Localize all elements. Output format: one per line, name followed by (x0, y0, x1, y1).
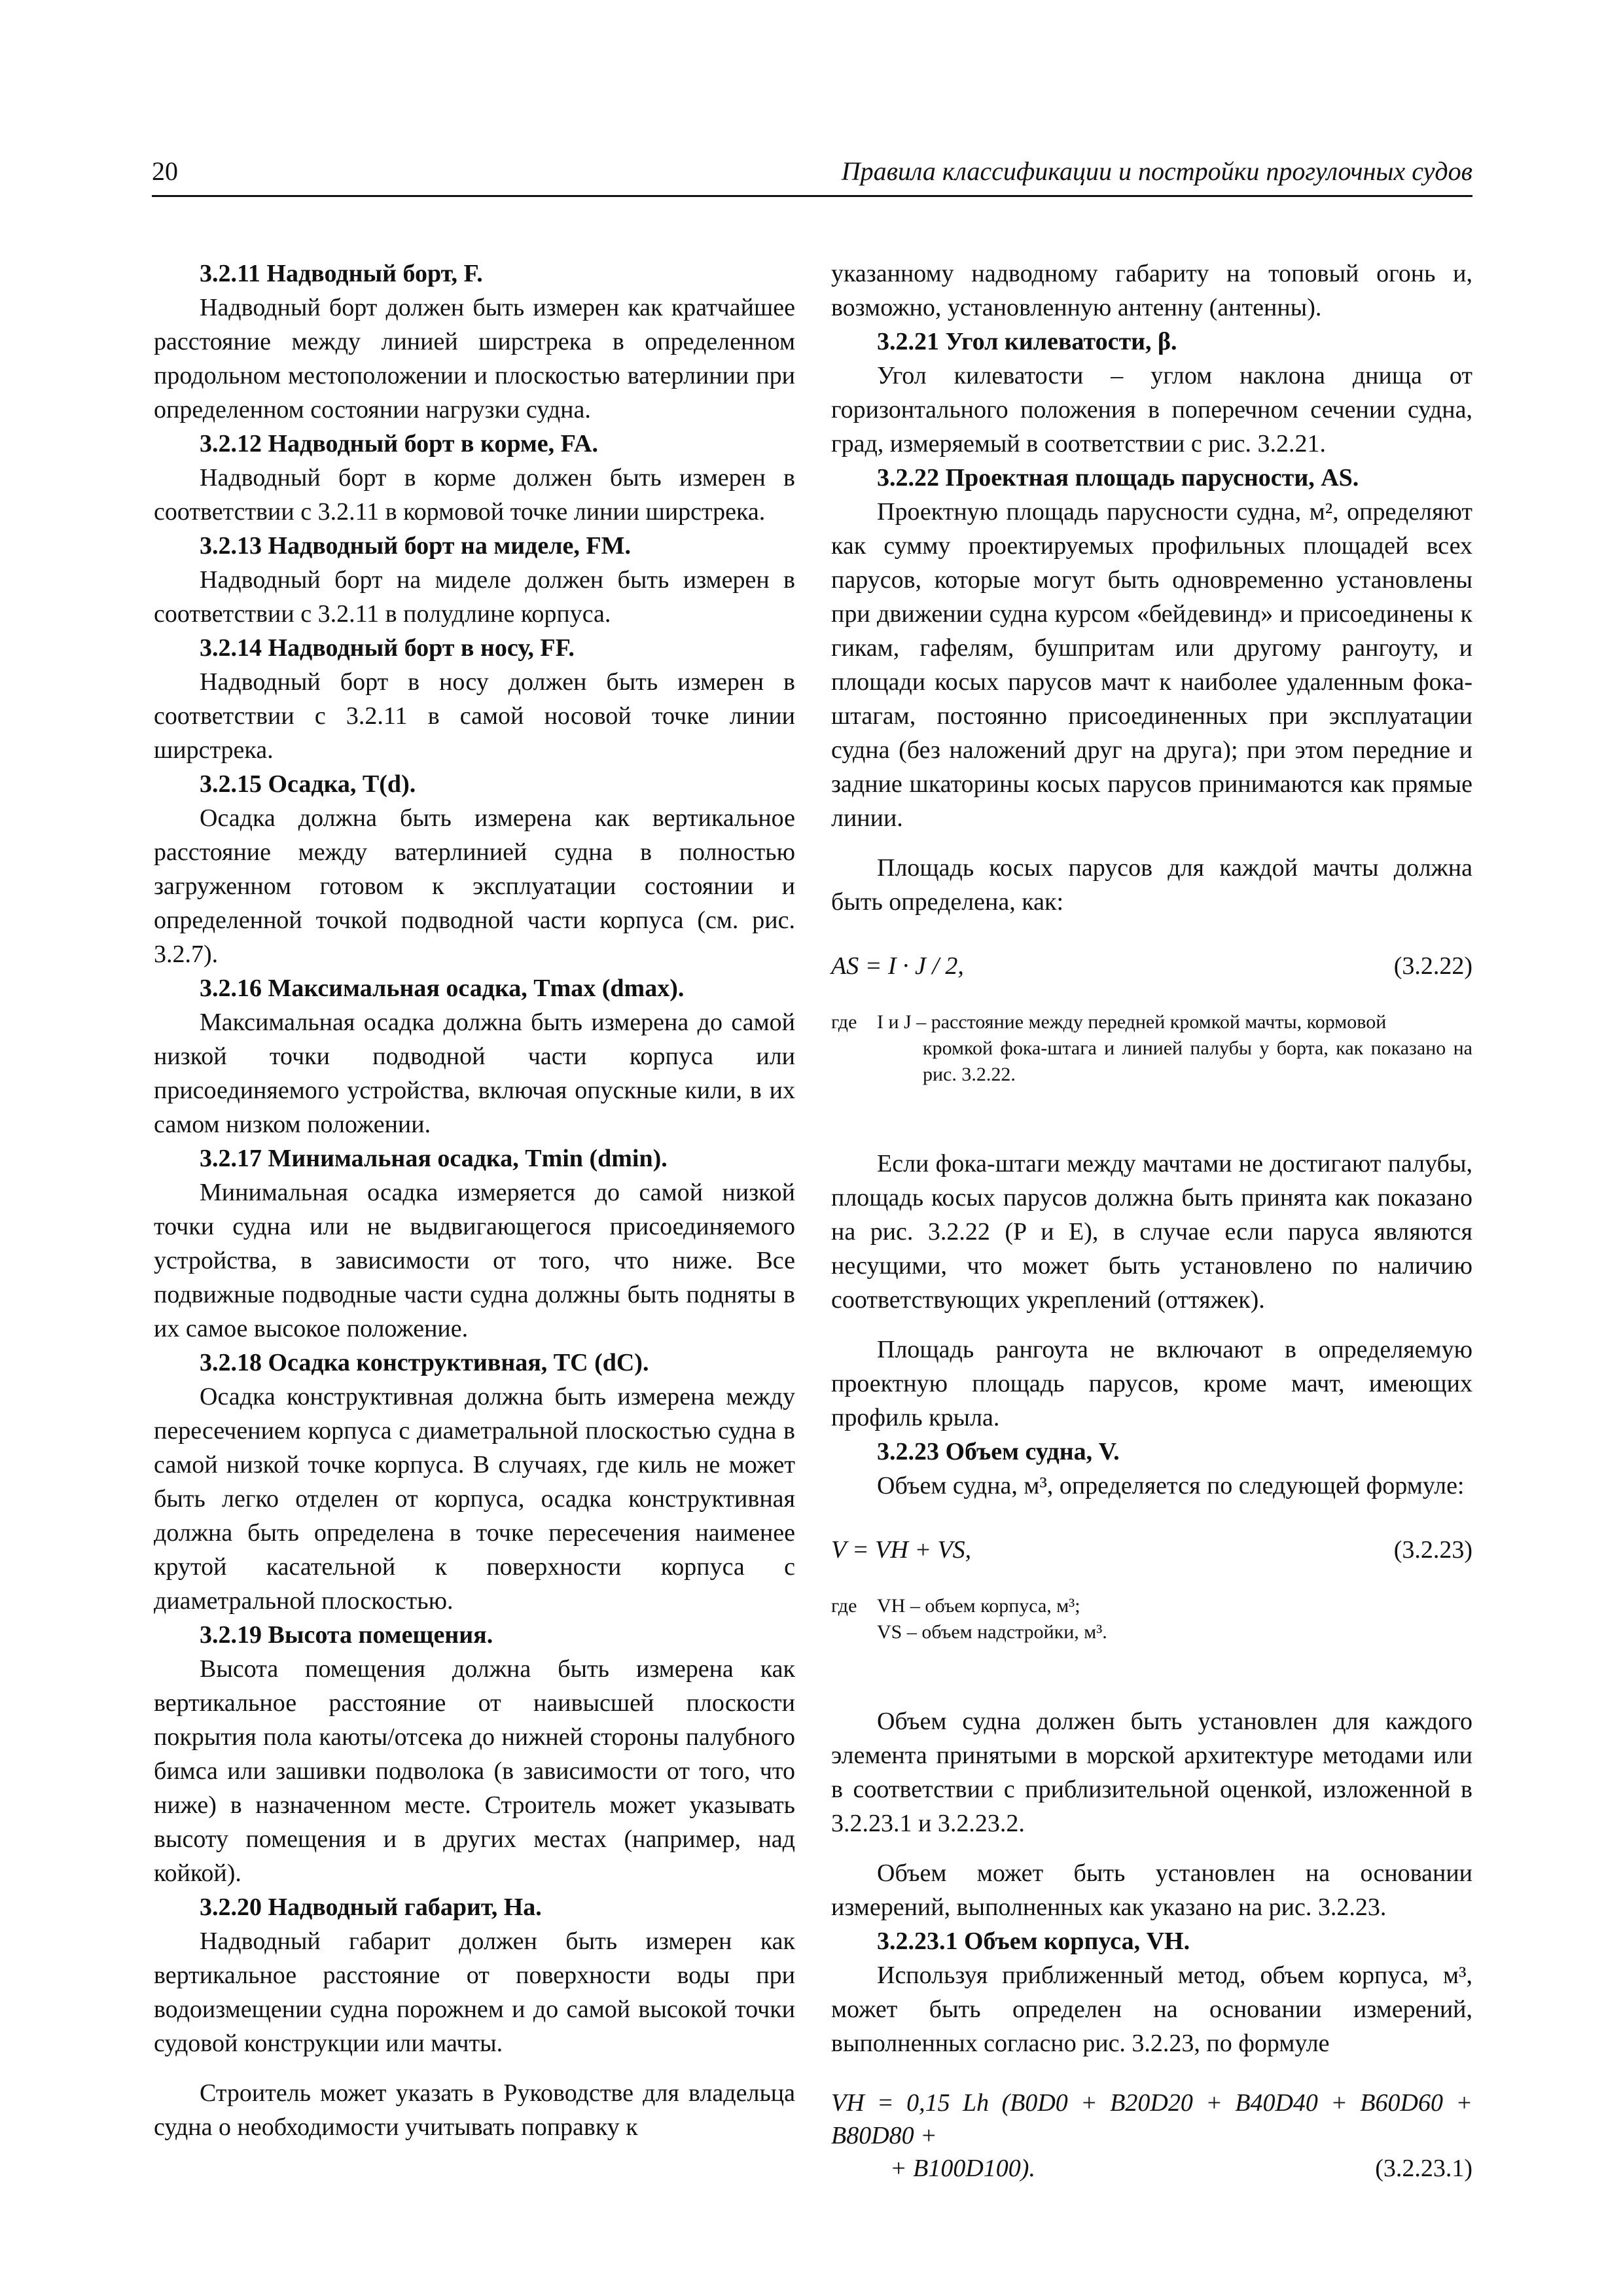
paragraph: Минимальная осадка измеряется до самой низкой точки судна или не выдвигающегося присоединяемого устройства, в зависимости от того, что ниже. Все подвижные подводные части судна должны быть подняты в их самое высокое положение. (154, 1179, 795, 1342)
section-heading: 3.2.16 Максимальная осадка, Tmax (dmax). (200, 975, 685, 1002)
section-heading: 3.2.19 Высота помещения. (200, 1621, 493, 1649)
paragraph: Угол килеватости – углом наклона днища от горизонтального положения в поперечном сечении судна, град, измеряемый в соответствии с рис. 3.2.21. (831, 362, 1472, 457)
formula-number: (3.2.22) (1393, 952, 1472, 980)
section-heading: 3.2.11 Надводный борт, F. (200, 260, 483, 287)
section-heading: 3.2.21 Угол килеватости, β. (877, 328, 1177, 355)
paragraph: Осадка должна быть измерена как вертикальное расстояние между ватерлинией судна в полностью загруженном готовом к эксплуатации состоянии и определенной точкой подводной части корпуса (см. рис. 3.2.7). (154, 804, 795, 968)
running-title: Правила классификации и постройки прогулочных судов (841, 156, 1472, 186)
paragraph: Осадка конструктивная должна быть измерена между пересечением корпуса с диаметральной плоскостью судна в самой низкой точке корпуса. В случаях, где киль не может быть легко отделен от корпуса, осадка конструктивная должна быть определена в точке пересечения наименее крутой касательной к поверхности корпуса с диаметральной плоскостью. (154, 1383, 795, 1615)
paragraph: Объем судна должен быть установлен для каждого элемента принятыми в морской архитектуре методами или в соответствии с приблизительной оценкой, изложенной в 3.2.23.1 и 3.2.23.2. (831, 1708, 1472, 1837)
right-column (831, 257, 1472, 2185)
formula-line: + B100D100). (890, 2155, 1035, 2182)
formula-number: (3.2.23) (1393, 1536, 1472, 1564)
paragraph: Площадь рангоута не включают в определяемую проектную площадь парусов, кроме мачт, имеющих профиль крыла. (831, 1336, 1472, 1431)
legend-line: I и J – расстояние между передней кромкой мачты, кормовой (877, 1011, 1387, 1033)
formula-3-2-22 (831, 949, 1472, 983)
paragraph: Проектную площадь парусности судна, м², определяют как сумму проектируемых профильных площадей всех парусов, которые могут быть одновременно установлены при движении судна курсом «бейдевинд» и присоединены к гикам, гафелям, бушпритам или другому рангоуту, и площади косых парусов мачт к наиболее удаленным фока-штагам, постоянно присоединенных при эксплуатации судна (без наложений друг на друга); при этом передние и задние шкаторины косых парусов принимаются как прямые линии. (831, 498, 1472, 832)
legend-line: VS – объем надстройки, м³. (877, 1621, 1107, 1643)
formula-legend (831, 1593, 1472, 1645)
legend-line: VH – объем корпуса, м³; (877, 1595, 1080, 1617)
formula-legend (831, 1009, 1472, 1088)
section-heading: 3.2.23 Объем судна, V. (877, 1438, 1120, 1465)
paragraph: Надводный борт на миделе должен быть измерен в соответствии с 3.2.11 в полудлине корпуса. (154, 566, 795, 628)
section-heading: 3.2.12 Надводный борт в корме, FA. (200, 430, 598, 457)
formula-expression: V = VH + VS, (831, 1536, 972, 1564)
paragraph: Объем может быть установлен на основании измерений, выполненных как указано на рис. 3.2.23. (831, 1859, 1472, 1921)
legend-line: кромкой фока-штага и линией палубы у борта, как показано на рис. 3.2.22. (923, 1037, 1472, 1085)
paragraph: Высота помещения должна быть измерена как вертикальное расстояние от наивысшей плоскости покрытия пола каюты/отсека до нижней стороны палубного бимса или зашивки подволока (в зависимости от того, что ниже) в назначенном месте. Строитель может указывать высоту помещения и в других местах (например, над койкой). (154, 1655, 795, 1887)
section-heading: 3.2.18 Осадка конструктивная, TC (dC). (200, 1349, 649, 1376)
section-heading: 3.2.22 Проектная площадь парусности, AS. (877, 464, 1359, 492)
paragraph: Надводный борт должен быть измерен как кратчайшее расстояние между линией ширстрека в определенном продольном местоположении и плоскостью ватерлинии при определенном состоянии нагрузки судна. (154, 294, 795, 423)
paragraph: Объем судна, м³, определяется по следующей формуле: (877, 1472, 1465, 1499)
formula-3-2-23-1 (831, 2087, 1472, 2185)
paragraph: Площадь косых парусов для каждой мачты должна быть определена, как: (831, 854, 1472, 916)
paragraph: Строитель может указать в Руководстве для владельца судна о необходимости учитывать поправку к (154, 2079, 795, 2141)
section-heading: 3.2.20 Надводный габарит, Ha. (200, 1893, 542, 1921)
paragraph: Максимальная осадка должна быть измерена до самой низкой точки подводной части корпуса или присоединяемого устройства, включая опускные кили, в их самом низком положении. (154, 1009, 795, 1138)
paragraph: Используя приближенный метод, объем корпуса, м³, может быть определен на основании измерений, выполненных согласно рис. 3.2.23, по формуле (831, 1962, 1472, 2057)
where-label: где (831, 1595, 857, 1617)
section-heading: 3.2.14 Надводный борт в носу, FF. (200, 634, 575, 662)
paragraph: указанному надводному габариту на топовый огонь и, возможно, установленную антенну (антенны). (831, 260, 1472, 321)
paragraph: Надводный борт в носу должен быть измерен в соответствии с 3.2.11 в самой носовой точке линии ширстрека. (154, 668, 795, 764)
left-column (154, 257, 795, 2144)
paragraph: Надводный борт в корме должен быть измерен в соответствии с 3.2.11 в кормовой точке линии ширстрека. (154, 464, 795, 526)
formula-line: VH = 0,15 Lh (B0D0 + B20D20 + B40D40 + B60D60 + B80D80 + (831, 2089, 1472, 2149)
section-heading: 3.2.17 Минимальная осадка, Tmin (dmin). (200, 1145, 668, 1172)
formula-expression: AS = I · J / 2, (831, 952, 964, 980)
paragraph: Надводный габарит должен быть измерен как вертикальное расстояние от поверхности воды при водоизмещении судна порожнем и до самой высокой точки судовой конструкции или мачты. (154, 1928, 795, 2057)
formula-3-2-23 (831, 1533, 1472, 1567)
where-label: где (831, 1011, 857, 1033)
paragraph: Если фока-штаги между мачтами не достигают палубы, площадь косых парусов должна быть принята как показано на рис. 3.2.22 (P и E), в случае если паруса являются несущими, что может быть установлено по наличию соответствующих укреплений (оттяжек). (831, 1150, 1472, 1314)
section-heading: 3.2.15 Осадка, T(d). (200, 770, 416, 798)
page-header (152, 149, 1472, 197)
section-heading: 3.2.13 Надводный борт на миделе, FM. (200, 532, 631, 560)
formula-number: (3.2.23.1) (1375, 2155, 1472, 2182)
page-number: 20 (152, 156, 178, 186)
section-heading: 3.2.23.1 Объем корпуса, VH. (877, 1928, 1190, 1955)
